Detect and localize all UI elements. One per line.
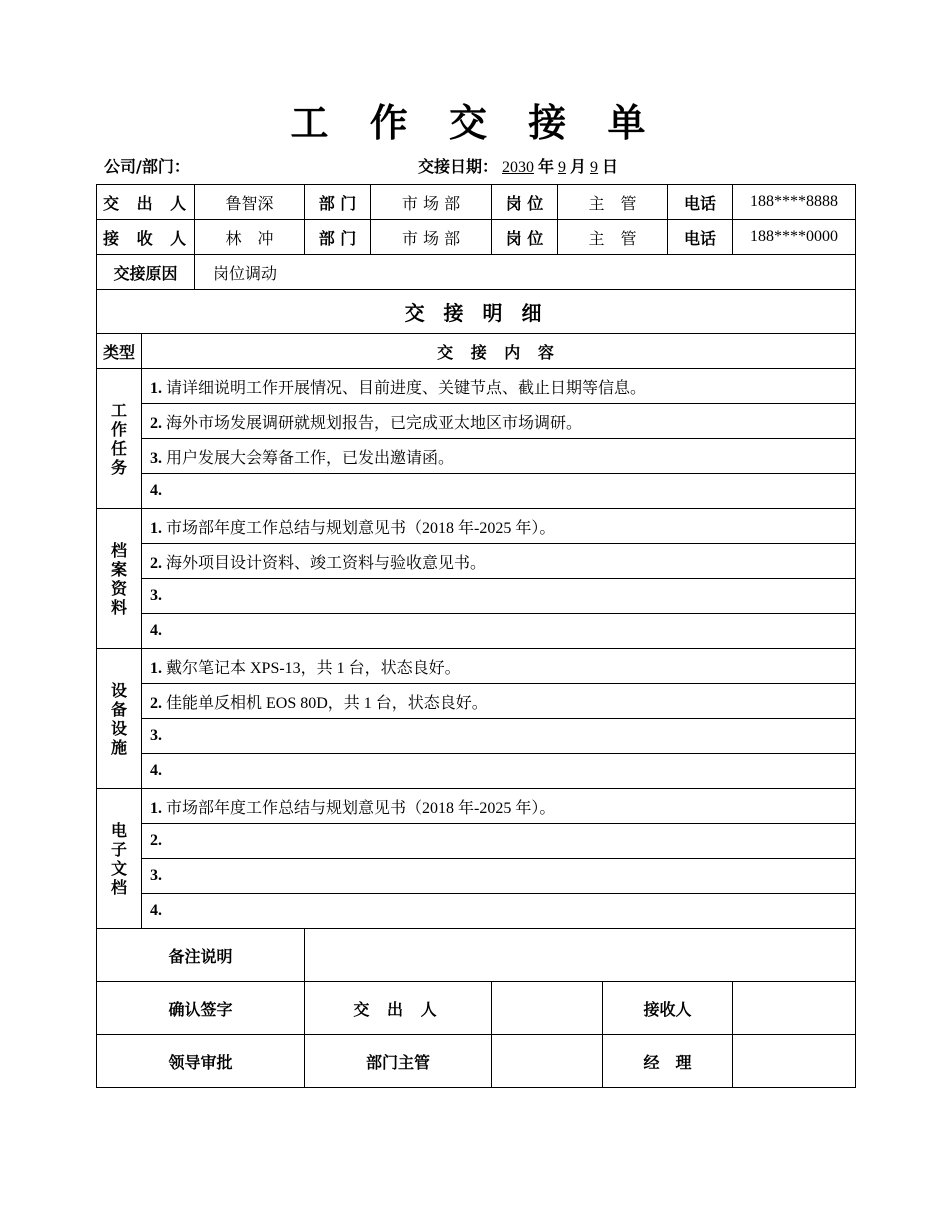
item-number: 3. bbox=[150, 587, 162, 604]
group-label-char: 资 bbox=[110, 578, 127, 598]
content-header: 交 接 内 容 bbox=[142, 334, 856, 369]
group-label-char: 施 bbox=[110, 737, 127, 757]
giver-dept[interactable]: 市 场 部 bbox=[371, 185, 492, 220]
day-unit: 日 bbox=[602, 157, 619, 176]
item-number: 1. bbox=[150, 519, 162, 537]
item-number: 1. bbox=[150, 659, 162, 677]
detail-item-row bbox=[97, 719, 856, 754]
item-number: 3. bbox=[150, 449, 162, 467]
giver-label: 交 出 人 bbox=[97, 185, 195, 220]
detail-item-row bbox=[97, 579, 856, 614]
sign-label: 确认签字 bbox=[97, 982, 305, 1035]
group-label-char: 务 bbox=[110, 457, 127, 477]
group-label-char: 档 bbox=[110, 540, 127, 560]
detail-item[interactable] bbox=[142, 509, 856, 544]
section-title: 交 接 明 细 bbox=[97, 290, 856, 334]
giver-name[interactable]: 鲁智深 bbox=[195, 185, 305, 220]
handover-table bbox=[96, 184, 856, 1088]
detail-item-row bbox=[97, 509, 856, 544]
group-label-char: 任 bbox=[110, 438, 127, 458]
detail-item[interactable] bbox=[142, 859, 856, 894]
approve-manager-label: 经 理 bbox=[603, 1035, 733, 1088]
detail-item-row bbox=[97, 649, 856, 684]
group-label-char: 料 bbox=[110, 597, 127, 617]
detail-item[interactable] bbox=[142, 684, 856, 719]
group-label-char: 电 bbox=[110, 820, 127, 840]
date-day[interactable]: 9 bbox=[590, 159, 599, 176]
item-text: 市场部年度工作总结与规划意见书（2018 年-2025 年）。 bbox=[166, 799, 556, 817]
group-label-char: 作 bbox=[110, 419, 127, 439]
approve-label: 领导审批 bbox=[97, 1035, 305, 1088]
detail-item[interactable] bbox=[142, 474, 856, 509]
giver-row bbox=[97, 185, 856, 220]
item-number: 4. bbox=[150, 902, 162, 919]
item-number: 1. bbox=[150, 799, 162, 817]
item-number: 1. bbox=[150, 379, 162, 397]
item-number: 4. bbox=[150, 762, 162, 779]
reason-value[interactable]: 岗位调动 bbox=[195, 255, 856, 290]
reason-label: 交接原因 bbox=[97, 255, 195, 290]
group-label-char: 设 bbox=[110, 680, 127, 700]
detail-item-row bbox=[97, 684, 856, 719]
giver-phone-label: 电话 bbox=[668, 185, 733, 220]
item-number: 2. bbox=[150, 554, 162, 572]
year-unit: 年 bbox=[538, 157, 555, 176]
detail-item-row bbox=[97, 894, 856, 929]
detail-item[interactable] bbox=[142, 824, 856, 859]
detail-item[interactable] bbox=[142, 789, 856, 824]
item-text: 请详细说明工作开展情况、目前进度、关键节点、截止日期等信息。 bbox=[166, 379, 647, 397]
group-label-char: 子 bbox=[110, 839, 127, 859]
detail-item[interactable] bbox=[142, 754, 856, 789]
giver-dept-label: 部 门 bbox=[305, 185, 371, 220]
approve-manager-field[interactable] bbox=[733, 1035, 856, 1088]
item-number: 4. bbox=[150, 622, 162, 639]
detail-item[interactable] bbox=[142, 579, 856, 614]
sign-receiver-label: 接收人 bbox=[603, 982, 733, 1035]
detail-item-row bbox=[97, 439, 856, 474]
group-label-char: 文 bbox=[110, 858, 127, 878]
remarks-row bbox=[97, 929, 856, 982]
item-text: 海外项目设计资料、竣工资料与验收意见书。 bbox=[166, 554, 487, 572]
group-label-char: 设 bbox=[110, 718, 127, 738]
group-label-char: 档 bbox=[110, 877, 127, 897]
sign-receiver-field[interactable] bbox=[733, 982, 856, 1035]
detail-item-row bbox=[97, 404, 856, 439]
item-number: 2. bbox=[150, 694, 162, 712]
detail-item[interactable] bbox=[142, 649, 856, 684]
group-label bbox=[97, 649, 142, 789]
detail-item-row bbox=[97, 544, 856, 579]
detail-item-row bbox=[97, 614, 856, 649]
sign-giver-field[interactable] bbox=[492, 982, 603, 1035]
giver-phone[interactable]: 188****8888 bbox=[733, 185, 856, 220]
receiver-dept-label: 部 门 bbox=[305, 220, 371, 255]
group-label-char: 工 bbox=[110, 400, 127, 420]
item-text: 戴尔笔记本 XPS-13，共 1 台，状态良好。 bbox=[166, 659, 461, 677]
date-month[interactable]: 9 bbox=[558, 159, 567, 176]
detail-item[interactable] bbox=[142, 719, 856, 754]
item-number: 3. bbox=[150, 727, 162, 744]
item-text: 用户发展大会筹备工作，已发出邀请函。 bbox=[166, 449, 455, 467]
detail-item[interactable] bbox=[142, 544, 856, 579]
group-label bbox=[97, 789, 142, 929]
detail-item-row bbox=[97, 369, 856, 404]
receiver-name[interactable]: 林 冲 bbox=[195, 220, 305, 255]
detail-body bbox=[97, 369, 856, 929]
detail-header-row bbox=[97, 334, 856, 369]
company-field bbox=[104, 154, 190, 177]
detail-item-row bbox=[97, 824, 856, 859]
month-unit: 月 bbox=[570, 157, 587, 176]
receiver-phone-label: 电话 bbox=[668, 220, 733, 255]
detail-item-row bbox=[97, 789, 856, 824]
section-title-row bbox=[97, 290, 856, 334]
receiver-dept[interactable]: 市 场 部 bbox=[371, 220, 492, 255]
group-label-char: 案 bbox=[110, 559, 127, 579]
date-label: 交接日期： bbox=[418, 157, 499, 176]
group-label bbox=[97, 509, 142, 649]
page-title: 工 作 交 接 单 bbox=[290, 101, 660, 145]
detail-item[interactable] bbox=[142, 369, 856, 404]
item-text: 市场部年度工作总结与规划意见书（2018 年-2025 年）。 bbox=[166, 519, 556, 537]
date-year[interactable]: 2030 bbox=[502, 159, 535, 176]
type-header: 类型 bbox=[97, 334, 142, 369]
receiver-post-label: 岗 位 bbox=[492, 220, 558, 255]
receiver-row bbox=[97, 220, 856, 255]
remarks-label: 备注说明 bbox=[97, 929, 305, 982]
giver-post[interactable]: 主 管 bbox=[558, 185, 668, 220]
detail-item[interactable] bbox=[142, 614, 856, 649]
receiver-post[interactable]: 主 管 bbox=[558, 220, 668, 255]
detail-item[interactable] bbox=[142, 894, 856, 929]
giver-post-label: 岗 位 bbox=[492, 185, 558, 220]
approve-dept-field[interactable] bbox=[492, 1035, 603, 1088]
item-number: 4. bbox=[150, 482, 162, 499]
handover-date bbox=[418, 154, 618, 177]
sign-giver-label: 交 出 人 bbox=[305, 982, 492, 1035]
detail-item[interactable] bbox=[142, 404, 856, 439]
detail-item-row bbox=[97, 754, 856, 789]
item-number: 2. bbox=[150, 414, 162, 432]
item-text: 海外市场发展调研就规划报告，已完成亚太地区市场调研。 bbox=[166, 414, 583, 432]
sign-row bbox=[97, 982, 856, 1035]
item-number: 3. bbox=[150, 867, 162, 884]
reason-row bbox=[97, 255, 856, 290]
group-label-char: 备 bbox=[110, 699, 127, 719]
group-label bbox=[97, 369, 142, 509]
item-number: 2. bbox=[150, 832, 162, 849]
approve-dept-label: 部门主管 bbox=[305, 1035, 492, 1088]
receiver-phone[interactable]: 188****0000 bbox=[733, 220, 856, 255]
item-text: 佳能单反相机 EOS 80D，共 1 台，状态良好。 bbox=[166, 694, 488, 712]
detail-item[interactable] bbox=[142, 439, 856, 474]
receiver-label: 接 收 人 bbox=[97, 220, 195, 255]
remarks-value[interactable] bbox=[305, 929, 856, 982]
detail-item-row bbox=[97, 474, 856, 509]
approve-row bbox=[97, 1035, 856, 1088]
detail-item-row bbox=[97, 859, 856, 894]
company-label: 公司/部门： bbox=[104, 157, 190, 176]
